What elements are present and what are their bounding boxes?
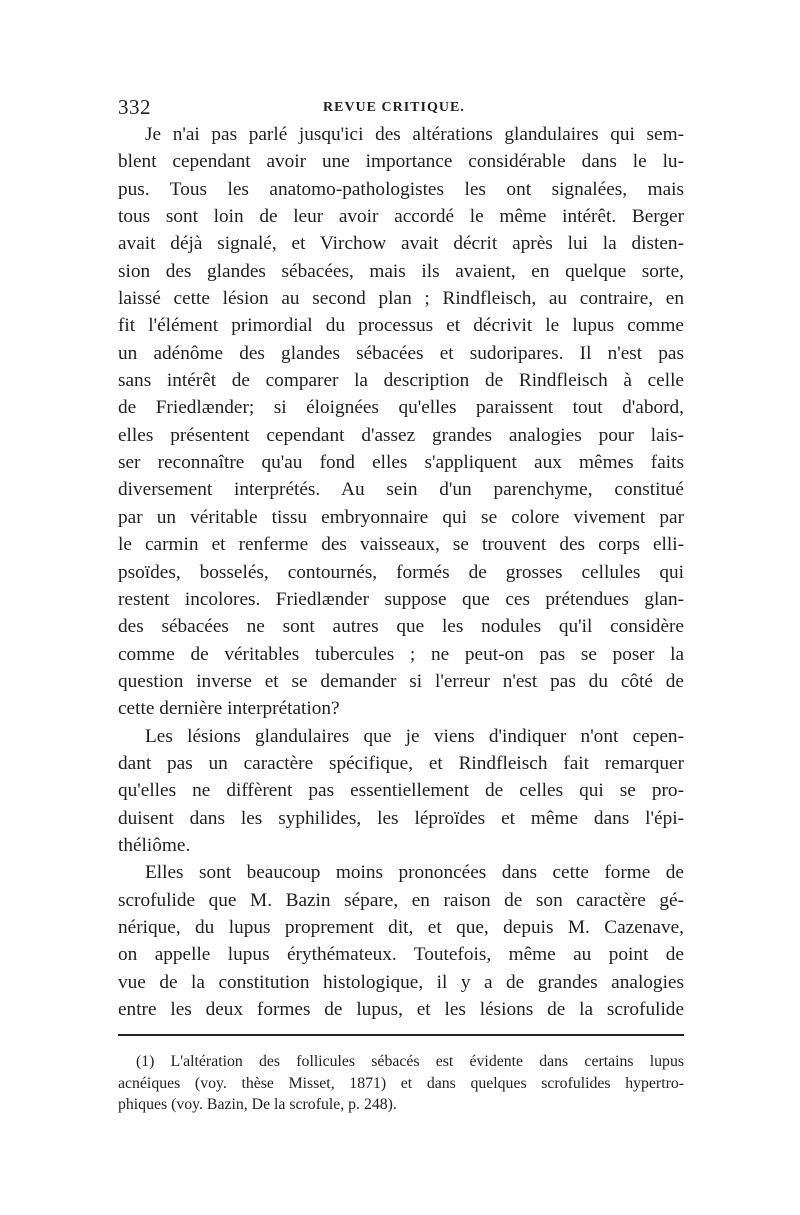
text-line: de Friedlænder; si éloignées qu'elles paraissent tout d'abord,: [118, 397, 684, 419]
text-line: vue de la constitution histologique, il y a de grandes analogies: [118, 971, 684, 993]
footnote-line: phiques (voy. Bazin, De la scrofule, p. 248).: [118, 1096, 397, 1113]
text-line: fit l'élément primordial du processus et décrivit le lupus comme: [118, 315, 684, 337]
text-line: blent cependant avoir une importance considérable dans le lu-: [118, 151, 684, 173]
text-line: ser reconnaître qu'au fond elles s'appliquent aux mêmes faits: [118, 452, 684, 474]
text-line: le carmin et renferme des vaisseaux, se trouvent des corps elli-: [118, 534, 684, 556]
text-line: un adénôme des glandes sébacées et sudoripares. Il n'est pas: [118, 342, 684, 364]
footnotes: [118, 1051, 684, 1116]
text-line: entre les deux formes de lupus, et les lésions de la scrofulide: [118, 999, 684, 1020]
text-line: qu'elles ne diffèrent pas essentiellement de celles qui se pro-: [118, 780, 684, 802]
text-line: Je n'ai pas parlé jusqu'ici des altérations glandulaires qui sem-: [145, 124, 684, 145]
text-line: pus. Tous les anatomo-pathologistes les ont signalées, mais: [118, 178, 684, 200]
text-line: Elles sont beaucoup moins prononcées dans cette forme de: [145, 862, 684, 884]
text-line: nérique, du lupus proprement dit, et que, depuis M. Cazenave,: [118, 916, 684, 938]
body-text: [118, 121, 684, 1023]
footnote-line: acnéiques (voy. thèse Misset, 1871) et dans quelques scrofulides hypertro-: [118, 1074, 684, 1092]
running-title: REVUE CRITIQUE.: [323, 100, 465, 115]
text-line: diversement interprétés. Au sein d'un parenchyme, constitué: [118, 479, 684, 501]
text-line: avait déjà signalé, et Virchow avait décrit après lui la disten-: [118, 233, 684, 255]
text-line: on appelle lupus érythémateux. Toutefois, même au point de: [118, 944, 684, 966]
text-line: sans intérêt de comparer la description de Rindfleisch à celle: [118, 370, 684, 392]
text-line: sion des glandes sébacées, mais ils avaient, en quelque sorte,: [118, 260, 684, 282]
text-line: par un véritable tissu embryonnaire qui se colore vivement par: [118, 506, 684, 528]
text-line: scrofulide que M. Bazin sépare, en raison de son caractère gé-: [118, 889, 684, 911]
text-line: duisent dans les syphilides, les léproïdes et même dans l'épi-: [118, 807, 684, 829]
text-line: elles présentent cependant d'assez grandes analogies pour lais-: [118, 424, 684, 446]
footnote-divider: [118, 1034, 684, 1036]
text-line: psoïdes, bosselés, contournés, formés de grosses cellules qui: [118, 561, 684, 583]
text-line: Les lésions glandulaires que je viens d'indiquer n'ont cepen-: [145, 725, 684, 747]
text-line: laissé cette lésion au second plan ; Rindfleisch, au contraire, en: [118, 288, 684, 310]
text-line: question inverse et se demander si l'erreur n'est pas du côté de: [118, 670, 684, 692]
text-line: cette dernière interprétation?: [118, 698, 340, 720]
text-line: dant pas un caractère spécifique, et Rindfleisch fait remarquer: [118, 752, 684, 774]
text-line: tous sont loin de leur avoir accordé le même intérêt. Berger: [118, 206, 684, 228]
text-line: restent incolores. Friedlænder suppose que ces prétendues glan-: [118, 588, 684, 610]
text-line: des sébacées ne sont autres que les nodules qu'il considère: [118, 616, 684, 638]
text-line: théliôme.: [118, 834, 191, 856]
text-line: comme de véritables tubercules ; ne peut-on pas se poser la: [118, 643, 684, 665]
page-number: 332: [118, 95, 151, 119]
footnote-line: (1) L'altération des follicules sébacés est évidente dans certains lupus: [136, 1053, 684, 1070]
